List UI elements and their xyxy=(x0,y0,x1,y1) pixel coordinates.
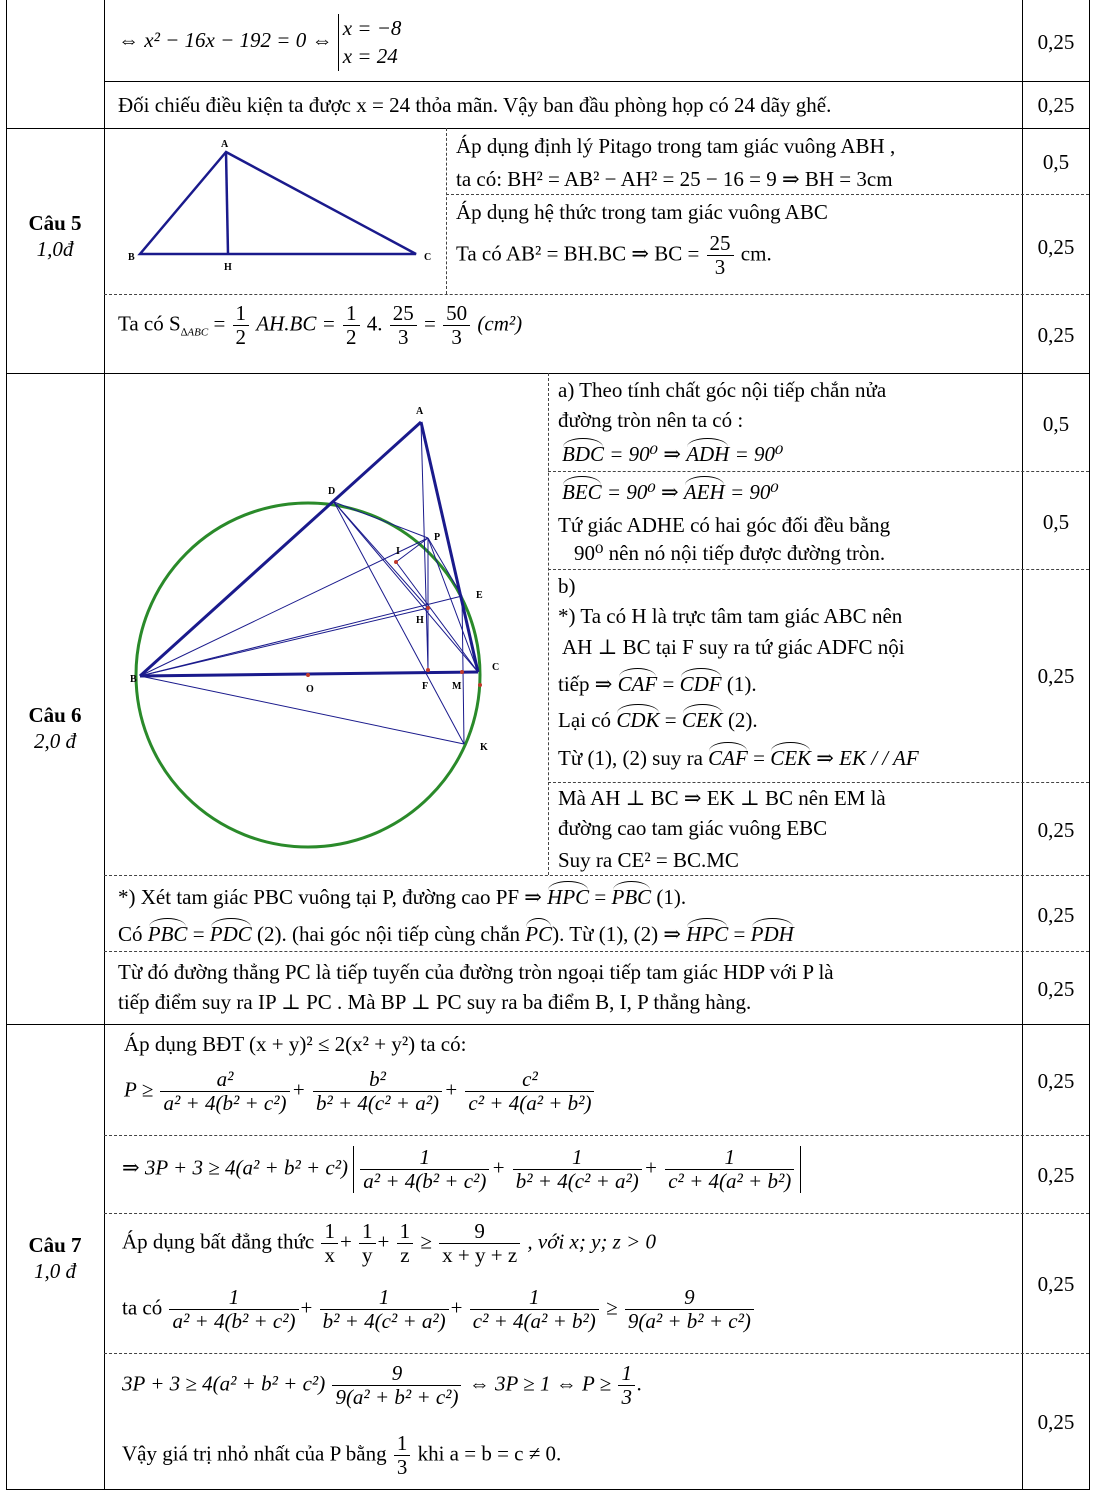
row-divider xyxy=(104,1353,1089,1354)
part-b-line-4: tiếp ⇒ CAF = CDF (1). xyxy=(558,672,757,696)
point-label-k: K xyxy=(480,742,488,753)
table-border-bottom xyxy=(6,1489,1090,1490)
inequality-line-4: Áp dụng bất đẳng thức $\frac{1}{x}$ + $\frac{1}{y}$ + $\frac{1}{z}$ ≥ $\frac{9}{x + y + z}$ , với x; y; z > 0 xyxy=(122,1219,657,1268)
conclusion-text: Đối chiếu điều kiện ta được x = 24 thỏa mãn. Vậy ban đầu phòng họp có 24 dãy ghế. xyxy=(118,93,832,117)
fraction: $\frac{1}{\text{c² + 4(a² + b²)}}$ xyxy=(665,1146,794,1193)
conclusion-min-value: Vậy giá trị nhỏ nhất của P bằng $\frac{1}{3}$ khi a = b = c ≠ 0. xyxy=(122,1431,562,1480)
row-divider xyxy=(104,951,1089,952)
area-formula: Ta có $S_{\Delta ABC}$ = $\frac{1}{2}$ AH.BC = $\frac{1}{2}$ 4. $\frac{25}{3}$ = $\frac{50}{3}$ (cm²) xyxy=(118,301,523,350)
fraction: $\frac{\text{a²}}{\text{a² + 4(b² + c²)}}$ xyxy=(160,1068,289,1115)
point-label-b: B xyxy=(128,252,135,263)
part-a-line-5: Tứ giác ADHE có hai góc đối đều bằng xyxy=(558,513,891,537)
inequality-line-3: ⇒ 3P + 3 ≥ 4(a² + b² + c²) $\frac{1}{\text{a² + 4(b² + c²)}}$ + $\frac{1}{\text{b² + 4(c² + a²)}}$ + $\frac{1}{\text{c² + 4(a² + b²)}}$ xyxy=(122,1146,801,1193)
score: 0,25 xyxy=(1037,818,1075,842)
score: 0,25 xyxy=(1037,903,1075,927)
fraction: $\frac{\text{c²}}{\text{c² + 4(a² + b²)}}$ xyxy=(465,1068,594,1115)
point-label-o: O xyxy=(306,684,314,695)
fraction: $\frac{1}{\text{a² + 4(b² + c²)}}$ xyxy=(360,1146,489,1193)
row-divider-cau5 xyxy=(6,128,1090,129)
fraction: $\frac{9}{\text{9(a² + b² + c²)}}$ xyxy=(332,1362,461,1409)
question-label-cau6: Câu 6 2,0 đ xyxy=(28,703,82,754)
fraction: $\frac{1}{3}$ xyxy=(618,1362,635,1409)
square-bracket: $\frac{1}{\text{a² + 4(b² + c²)}}$ + $\frac{1}{\text{b² + 4(c² + a²)}}$ + $\frac{1}{\text{c² + 4(a² + b²)}}$ xyxy=(353,1146,801,1193)
part-b-line-12: Từ đó đường thẳng PC là tiếp tuyến của đường tròn ngoại tiếp tam giác HDP với P là xyxy=(118,960,834,984)
row-divider xyxy=(548,569,1089,570)
point-label-a: A xyxy=(416,406,424,417)
fraction: $\frac{1}{z}$ xyxy=(397,1220,414,1267)
part-b-line-13: tiếp điểm suy ra IP ⊥ PC . Mà BP ⊥ PC suy ra ba điểm B, I, P thẳng hàng. xyxy=(118,990,752,1014)
point-label-c: C xyxy=(424,252,432,263)
point-label-c: C xyxy=(492,662,500,673)
score: 0,5 xyxy=(1042,150,1070,174)
equation-line: ⇔ x² − 16x − 192 = 0 ⇔ x = −8 x = 24 xyxy=(118,14,401,71)
fraction: $\frac{50}{3}$ xyxy=(443,302,470,349)
table-border-right xyxy=(1089,0,1090,1490)
fraction: $\frac{1}{y}$ xyxy=(359,1220,376,1267)
part-a-line-3: BDC = 90⁰ ⇒ ADH = 90⁰ xyxy=(562,442,784,466)
point-label-h: H xyxy=(416,615,424,626)
part-b-line-1: b) xyxy=(558,574,576,598)
score: 0,25 xyxy=(1037,1163,1075,1187)
part-a-line-6: 90⁰ nên nó nội tiếp được đường tròn. xyxy=(574,541,886,565)
inequality-line-2: P ≥ $\frac{\text{a²}}{\text{a² + 4(b² + c²)}}$ + $\frac{\text{b²}}{\text{b² + 4(c² + a²)}}$ + $\frac{\text{c²}}{\text{c² + 4(a² + b²)}}$ xyxy=(124,1068,596,1115)
point-label-a: A xyxy=(221,139,229,150)
score: 0,25 xyxy=(1037,30,1075,54)
fraction: $\frac{25}{3}$ xyxy=(390,302,417,349)
fraction: $\frac{1}{x}$ xyxy=(321,1220,338,1267)
row-divider xyxy=(104,1213,1089,1214)
fraction: $\frac{\text{b²}}{\text{b² + 4(c² + a²)}}$ xyxy=(313,1068,442,1115)
score: 0,25 xyxy=(1037,664,1075,688)
part-b-line-3: AH ⊥ BC tại F suy ra tứ giác ADFC nội xyxy=(562,635,905,659)
fraction: $\frac{1}{2}$ xyxy=(233,302,250,349)
part-a-line-1: a) Theo tính chất góc nội tiếp chắn nửa xyxy=(558,378,887,402)
part-a-line-4: BEC = 90⁰ ⇒ AEH = 90⁰ xyxy=(562,480,779,504)
column-divider-score xyxy=(1022,0,1023,1490)
row-divider-cau7 xyxy=(6,1024,1090,1025)
fraction: $\frac{1}{3}$ xyxy=(394,1432,411,1479)
score: 0,25 xyxy=(1037,1410,1075,1434)
cau6-figure-divider xyxy=(548,373,549,875)
score: 0,5 xyxy=(1042,412,1070,436)
score: 0,5 xyxy=(1042,510,1070,534)
score: 0,25 xyxy=(1037,93,1075,117)
point-label-h: H xyxy=(224,262,232,273)
fraction: $\frac{1}{2}$ xyxy=(343,302,360,349)
score: 0,25 xyxy=(1037,323,1075,347)
row-divider xyxy=(104,1135,1089,1136)
fraction: $\frac{9}{\text{9(a² + b² + c²)}}$ xyxy=(625,1286,754,1333)
question-label-cau7: Câu 7 1,0 đ xyxy=(28,1233,82,1284)
fraction: $\frac{1}{\text{a² + 4(b² + c²)}}$ xyxy=(169,1286,298,1333)
inequality-line-5: ta có $\frac{1}{\text{a² + 4(b² + c²)}}$ + $\frac{1}{\text{b² + 4(c² + a²)}}$ + $\frac{1}{\text{c² + 4(a² + b²)}}$ ≥ $\frac{9}{\text{9(a² + b² + c²)}}$ xyxy=(122,1286,756,1333)
part-b-line-6: Từ (1), (2) suy ra CAF = CEK ⇒ EK / / AF xyxy=(558,746,919,770)
fraction: $\frac{1}{\text{b² + 4(c² + a²)}}$ xyxy=(513,1146,642,1193)
point-label-f: F xyxy=(422,681,429,692)
inequality-line-1: Áp dụng BĐT (x + y)² ≤ 2(x² + y²) ta có: xyxy=(124,1032,467,1056)
part-b-line-7: Mà AH ⊥ BC ⇒ EK ⊥ BC nên EM là xyxy=(558,786,886,810)
part-b-line-11: Có PBC = PDC (2). (hai góc nội tiếp cùng chắn PC). Từ (1), (2) ⇒ HPC = PDH xyxy=(118,922,794,946)
point-label-e: E xyxy=(476,590,483,601)
part-b-line-10: *) Xét tam giác PBC vuông tại P, đường cao PF ⇒ HPC = PBC (1). xyxy=(118,885,687,909)
fraction: $\frac{25}{3}$ xyxy=(707,232,734,279)
part-b-line-8: đường cao tam giác vuông EBC xyxy=(558,816,828,840)
row-divider xyxy=(548,471,1089,472)
row-divider xyxy=(548,782,1089,783)
relation-line-2: Ta có AB² = BH.BC ⇒ BC = $\frac{25}{3}$ cm. xyxy=(456,231,772,280)
point-label-b: B xyxy=(130,674,137,685)
row-divider xyxy=(446,194,1089,195)
point-label-i: I xyxy=(396,546,400,557)
row-divider xyxy=(104,875,1089,876)
score: 0,25 xyxy=(1037,977,1075,1001)
fraction: $\frac{9}{x + y + z}$ xyxy=(439,1220,520,1267)
circle-geometry-figure xyxy=(106,380,546,870)
part-b-line-2: *) Ta có H là trực tâm tam giác ABC nên xyxy=(558,604,903,628)
fraction: $\frac{1}{\text{b² + 4(c² + a²)}}$ xyxy=(320,1286,449,1333)
score: 0,25 xyxy=(1037,235,1075,259)
pythagoras-line-2: ta có: BH² = AB² − AH² = 25 − 16 = 9 ⇒ BH = 3cm xyxy=(456,167,893,191)
fraction: $\frac{1}{\text{c² + 4(a² + b²)}}$ xyxy=(470,1286,599,1333)
score: 0,25 xyxy=(1037,1272,1075,1296)
row-divider xyxy=(104,81,1089,82)
question-label-cau5: Câu 5 1,0đ xyxy=(28,211,82,262)
part-a-line-2: đường tròn nên ta có : xyxy=(558,408,744,432)
point-label-p: P xyxy=(434,532,441,543)
answer-key-page xyxy=(6,0,1090,1490)
inequality-line-6: 3P + 3 ≥ 4(a² + b² + c²) $\frac{9}{\text{9(a² + b² + c²)}}$ ⇔ 3P ≥ 1 ⇔ P ≥ $\frac{1}{3}$ . xyxy=(122,1361,643,1410)
part-b-line-5: Lại có CDK = CEK (2). xyxy=(558,708,758,732)
relation-line-1: Áp dụng hệ thức trong tam giác vuông ABC xyxy=(456,200,828,224)
part-b-line-9: Suy ra CE² = BC.MC xyxy=(558,848,739,872)
solution-bracket: x = −8 x = 24 xyxy=(338,14,402,71)
point-label-d: D xyxy=(328,486,336,497)
column-divider-1 xyxy=(104,0,105,1490)
cau5-figure-divider xyxy=(446,128,447,294)
point-label-m: M xyxy=(452,681,462,692)
score: 0,25 xyxy=(1037,1069,1075,1093)
row-divider xyxy=(104,294,1089,295)
right-triangle-figure xyxy=(114,134,444,284)
pythagoras-line-1: Áp dụng định lý Pitago trong tam giác vuông ABH , xyxy=(456,134,896,158)
